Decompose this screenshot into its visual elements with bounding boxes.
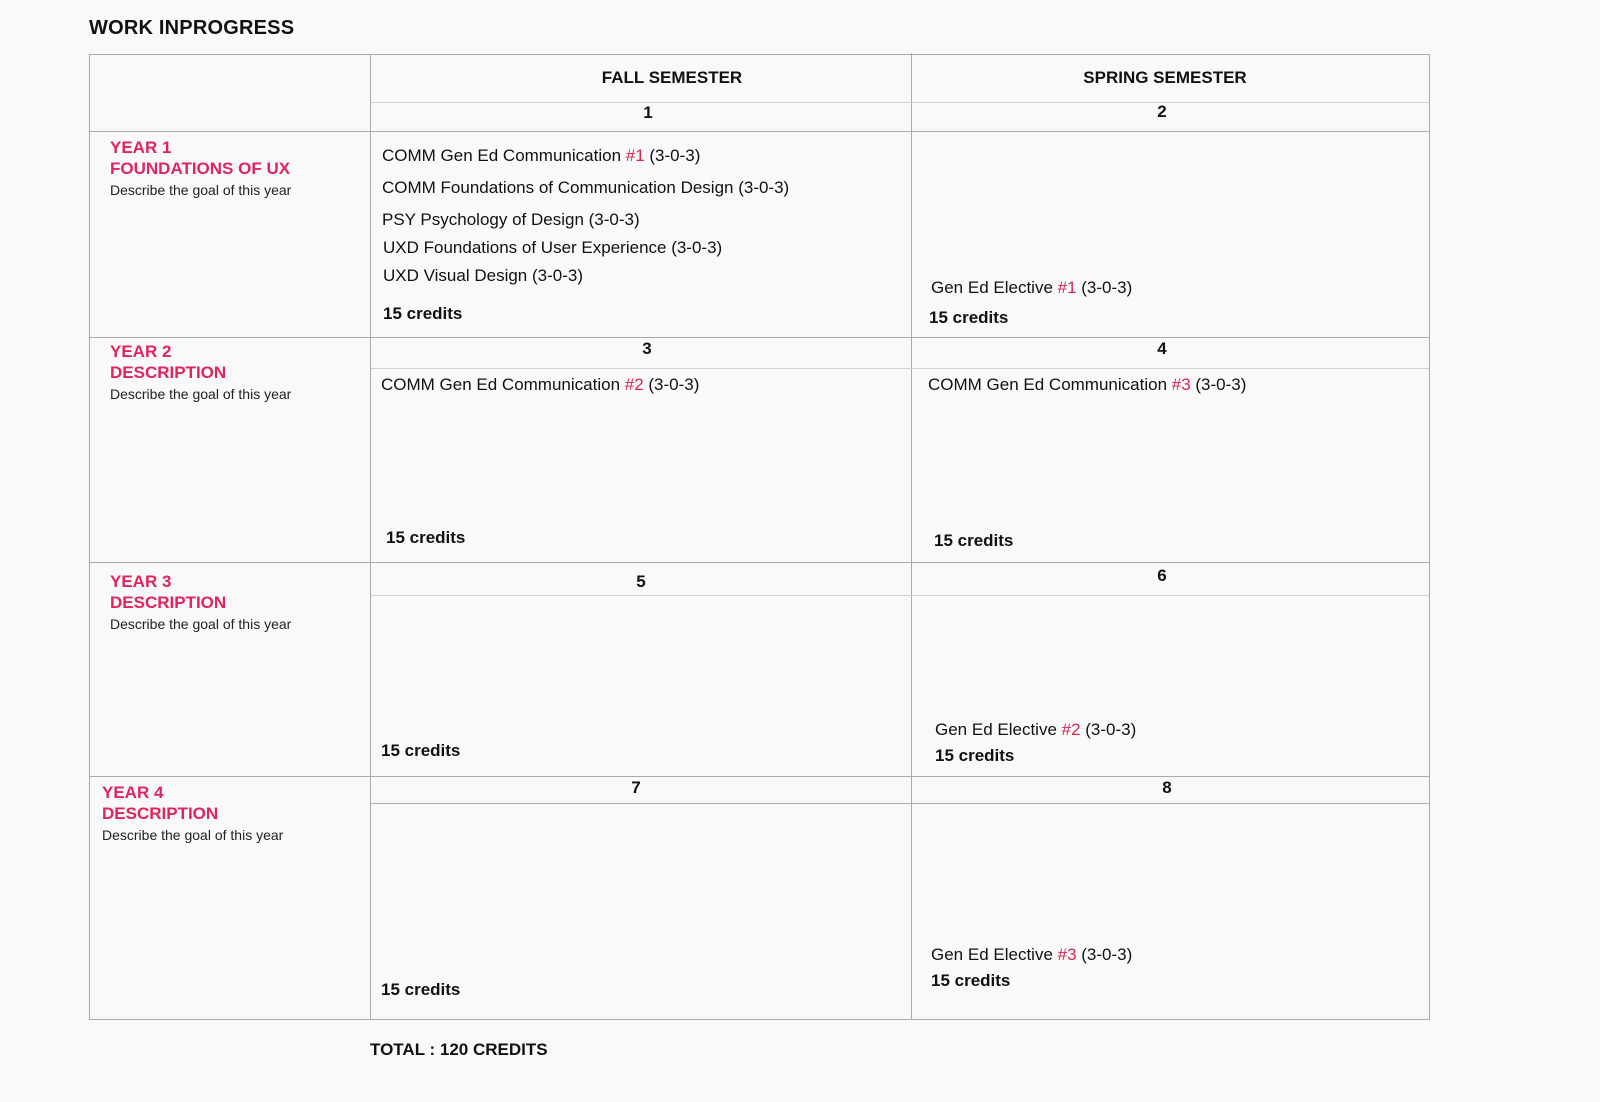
year-subtitle: FOUNDATIONS OF UX <box>110 159 291 178</box>
course-item: COMM Foundations of Communication Design (3-0-3) <box>382 178 790 197</box>
year-subtitle: DESCRIPTION <box>110 363 227 382</box>
semester-number: 6 <box>1157 566 1167 585</box>
header-divider <box>371 102 1429 103</box>
course-item: PSY Psychology of Design (3-0-3) <box>382 210 640 229</box>
year-subtitle: DESCRIPTION <box>102 804 219 823</box>
course-item: UXD Foundations of User Experience (3-0-3) <box>383 238 723 257</box>
semester-number: 8 <box>1162 778 1172 797</box>
year-1-description: Describe the goal of this year <box>110 182 292 198</box>
spring-semester-header: SPRING SEMESTER <box>1083 68 1247 87</box>
column-divider <box>370 55 371 1019</box>
semester-credits: 15 credits <box>386 528 466 547</box>
fall-semester-header: FALL SEMESTER <box>601 68 743 87</box>
year-2-description: Describe the goal of this year <box>110 386 292 402</box>
curriculum-table <box>89 54 1430 1020</box>
semester-number: 1 <box>643 103 653 122</box>
year-label: YEAR 1 <box>110 138 172 157</box>
total-credits: TOTAL : 120 CREDITS <box>370 1040 548 1059</box>
course-item: Gen Ed Elective #1 (3-0-3) <box>931 278 1133 297</box>
semester-credits: 15 credits <box>929 308 1009 327</box>
column-divider <box>911 53 912 1019</box>
year-label: YEAR 3 <box>110 572 172 591</box>
number-divider <box>371 803 1429 804</box>
course-item: UXD Visual Design (3-0-3) <box>383 266 583 285</box>
year-label: YEAR 4 <box>102 783 164 802</box>
semester-credits: 15 credits <box>381 980 461 999</box>
semester-credits: 15 credits <box>935 746 1015 765</box>
row-divider <box>90 776 1429 777</box>
page-title: WORK INPROGRESS <box>89 17 295 39</box>
semester-credits: 15 credits <box>931 971 1011 990</box>
course-item: Gen Ed Elective #3 (3-0-3) <box>931 945 1133 964</box>
number-divider <box>371 368 1429 369</box>
semester-number: 2 <box>1157 102 1167 121</box>
course-item: COMM Gen Ed Communication #3 (3-0-3) <box>928 375 1247 394</box>
semester-credits: 15 credits <box>383 304 463 323</box>
semester-number: 4 <box>1157 339 1167 358</box>
year-subtitle: DESCRIPTION <box>110 593 227 612</box>
course-item: COMM Gen Ed Communication #2 (3-0-3) <box>381 375 700 394</box>
semester-credits: 15 credits <box>381 741 461 760</box>
semester-number: 3 <box>642 339 652 358</box>
year-3-description: Describe the goal of this year <box>110 616 292 632</box>
course-item: Gen Ed Elective #2 (3-0-3) <box>935 720 1137 739</box>
year-3-title <box>110 571 226 613</box>
row-divider <box>90 562 1429 563</box>
course-item: COMM Gen Ed Communication #1 (3-0-3) <box>382 146 701 165</box>
row-divider <box>90 337 1429 338</box>
year-1-title <box>110 137 290 179</box>
semester-number: 5 <box>636 572 646 591</box>
year-4-title <box>102 782 218 824</box>
semester-number: 7 <box>631 778 641 797</box>
row-divider <box>90 131 1429 132</box>
year-2-title <box>110 341 226 383</box>
number-divider <box>371 595 1429 596</box>
year-4-description: Describe the goal of this year <box>102 827 284 843</box>
year-label: YEAR 2 <box>110 342 172 361</box>
semester-credits: 15 credits <box>934 531 1014 550</box>
